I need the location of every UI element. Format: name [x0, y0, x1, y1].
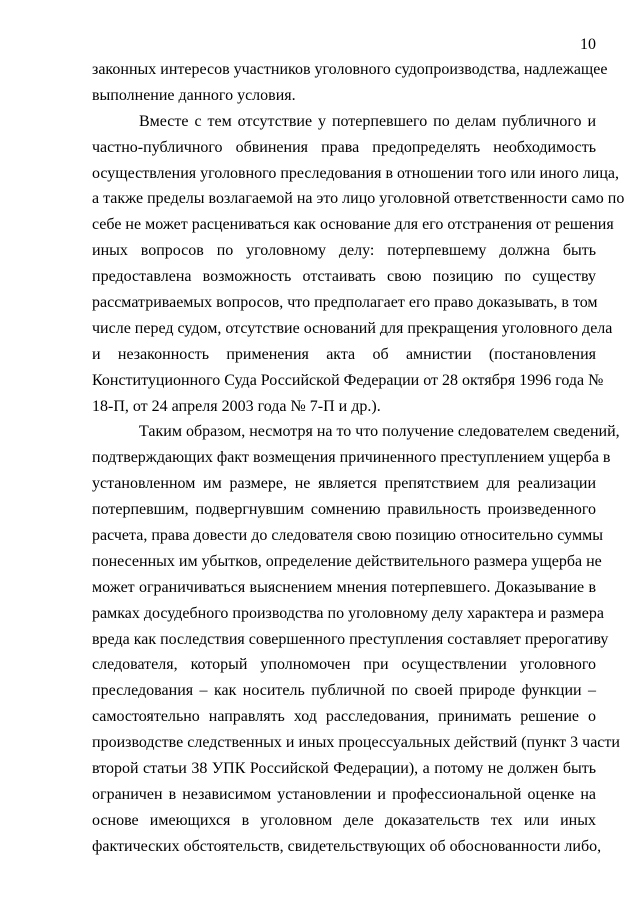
text-line: преследования – как носитель публичной по своей природе функции – — [92, 682, 596, 700]
text-line: рассматриваемых вопросов, что предполагает его право доказывать, в том — [92, 294, 598, 312]
text-line: осуществления уголовного преследования в отношении того или иного лица, — [92, 164, 620, 182]
text-line: иных вопросов по уголовному делу: потерпевшему должна быть — [92, 242, 596, 260]
page-number: 10 — [580, 36, 596, 53]
text-line: второй статьи 38 УПК Российской Федерации), а потому не должен быть — [92, 760, 596, 778]
text-line: числе перед судом, отсутствие оснований для прекращения уголовного дела — [92, 319, 613, 337]
text-line: а также пределы возлагаемой на это лицо уголовной ответственности само по — [92, 190, 625, 208]
paragraph — [92, 109, 625, 420]
text-line: рамках досудебного производства по уголовному делу характера и размера — [92, 604, 604, 622]
text-line: производстве следственных и иных процессуальных действий (пункт 3 части — [92, 734, 620, 752]
text-line: самостоятельно направлять ход расследования, принимать решение о — [92, 708, 596, 726]
paragraph — [92, 57, 608, 109]
text-line: расчета, права довести до следователя свою позицию относительно суммы — [92, 527, 603, 545]
text-line: выполнение данного условия. — [92, 86, 296, 104]
text-line: следователя, который уполномочен при осуществлении уголовного — [92, 656, 596, 674]
text-line: потерпевшим, подвергнувшим сомнению правильность произведенного — [92, 501, 596, 519]
text-line: 18-П, от 24 апреля 2003 года № 7-П и др.). — [92, 397, 381, 415]
text-line: понесенных им убытков, определение действительного размера ущерба не — [92, 552, 602, 570]
paragraph — [92, 419, 620, 859]
text-line: себе не может расцениваться как основание для его отстранения от решения — [92, 216, 614, 234]
text-line: Вместе с тем отсутствие у потерпевшего по делам публичного и — [139, 112, 596, 130]
text-line: вреда как последствия совершенного преступления составляет прерогативу — [92, 630, 609, 648]
text-line: Таким образом, несмотря на то что получение следователем сведений, — [139, 423, 620, 441]
text-line: частно-публичного обвинения права предопределять необходимость — [92, 138, 596, 156]
document-body — [92, 57, 625, 860]
text-line: фактических обстоятельств, свидетельствующих об обоснованности либо, — [92, 837, 602, 855]
text-line: и незаконность применения акта об амнистии (постановления — [92, 345, 596, 363]
text-line: Конституционного Суда Российской Федерации от 28 октября 1996 года № — [92, 371, 604, 389]
text-line: основе имеющихся в уголовном деле доказательств тех или иных — [92, 811, 596, 829]
text-line: установленном им размере, не является препятствием для реализации — [92, 475, 596, 493]
text-line: предоставлена возможность отстаивать свою позицию по существу — [92, 268, 596, 286]
text-line: подтверждающих факт возмещения причиненного преступлением ущерба в — [92, 449, 611, 467]
text-line: может ограничиваться выяснением мнения потерпевшего. Доказывание в — [92, 578, 596, 596]
text-line: законных интересов участников уголовного судопроизводства, надлежащее — [92, 61, 608, 78]
text-line: ограничен в независимом установлении и профессиональной оценке на — [92, 785, 596, 803]
